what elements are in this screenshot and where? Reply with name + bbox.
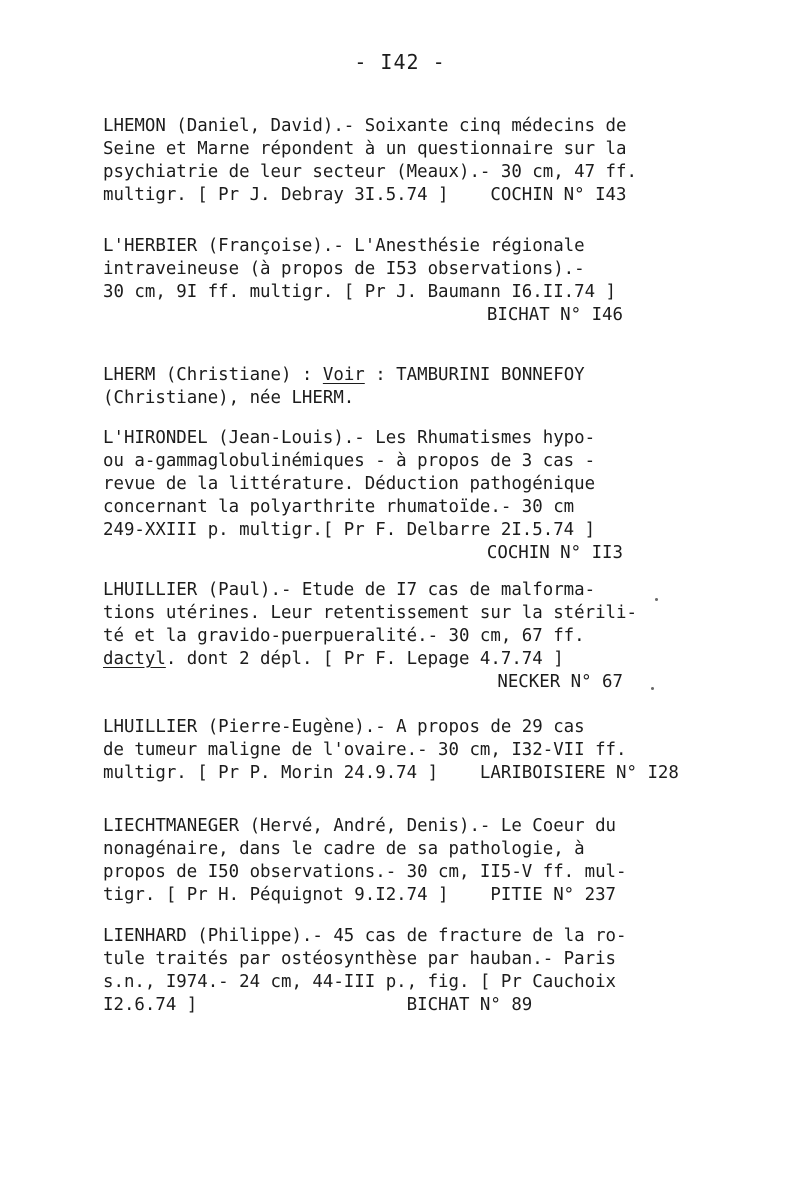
entry-line: ou a-gammaglobulinémiques - à propos de 3 cas - <box>103 451 596 471</box>
entry-text: . dont 2 dépl. [ Pr F. Lepage 4.7.74 ] <box>165 649 564 669</box>
entry-line: nonagénaire, dans le cadre de sa pathologie, à <box>103 839 585 859</box>
entry-line <box>103 648 623 671</box>
entry-line: tigr. [ Pr H. Péquignot 9.I2.74 ] PITIE N° 237 <box>103 885 617 905</box>
entry-text: : TAMBURINI BONNEFOY <box>364 365 585 385</box>
bibliography-entry-lhemon <box>103 115 637 207</box>
voir-reference: Voir <box>322 365 365 385</box>
entry-line-location: COCHIN N° II3 <box>486 543 623 563</box>
ink-speck <box>655 598 658 601</box>
entry-line: LIECHTMANEGER (Hervé, André, Denis).- Le Coeur du <box>103 816 617 836</box>
entry-line: intraveineuse (à propos de I53 observations).- <box>103 259 585 279</box>
entry-line: I2.6.74 ] BICHAT N° 89 <box>103 995 533 1015</box>
entry-line: LHEMON (Daniel, David).- Soixante cinq médecins de <box>103 116 627 136</box>
entry-line: 30 cm, 9I ff. multigr. [ Pr J. Baumann I6.II.74 ] <box>103 282 617 302</box>
entry-line: tule traités par ostéosynthèse par hauban.- Paris <box>103 949 617 969</box>
entry-line: propos de I50 observations.- 30 cm, II5-V ff. mul- <box>103 862 627 882</box>
bibliography-entry-lherbier <box>103 235 623 327</box>
entry-text: LHERM (Christiane) : <box>103 365 323 385</box>
ink-speck <box>651 687 654 690</box>
entry-line: 249-XXIII p. multigr.[ Pr F. Delbarre 2I.5.74 ] <box>103 520 596 540</box>
entry-line: (Christiane), née LHERM. <box>103 388 355 408</box>
entry-line: Seine et Marne répondent à un questionnaire sur la <box>103 139 627 159</box>
bibliography-entry-lienhard <box>103 925 627 1017</box>
entry-line-location: BICHAT N° I46 <box>486 305 623 325</box>
entry-line <box>103 364 623 387</box>
entry-line-location: NECKER N° 67 <box>497 672 623 692</box>
entry-line: L'HIRONDEL (Jean-Louis).- Les Rhumatismes hypo- <box>103 428 596 448</box>
entry-line: s.n., I974.- 24 cm, 44-III p., fig. [ Pr Cauchoix <box>103 972 617 992</box>
entry-line: concernant la polyarthrite rhumatoïde.- 30 cm <box>103 497 575 517</box>
entry-line: multigr. [ Pr P. Morin 24.9.74 ] LARIBOISIERE N° I28 <box>103 763 679 783</box>
entry-line: LHUILLIER (Paul).- Etude de I7 cas de malforma- <box>103 580 596 600</box>
bibliography-entry-lherm <box>103 364 623 410</box>
dactyl-underlined: dactyl <box>103 649 166 669</box>
bibliography-entry-liechtmaneger <box>103 815 627 907</box>
entry-line: psychiatrie de leur secteur (Meaux).- 30 cm, 47 ff. <box>103 162 637 182</box>
page-number: - I42 - <box>354 50 446 74</box>
entry-line: tions utérines. Leur retentissement sur la stérili- <box>103 603 637 623</box>
entry-line: LHUILLIER (Pierre-Eugène).- A propos de 29 cas <box>103 717 585 737</box>
entry-line: LIENHARD (Philippe).- 45 cas de fracture de la ro- <box>103 926 627 946</box>
entry-line: L'HERBIER (Françoise).- L'Anesthésie régionale <box>103 236 585 256</box>
bibliography-entry-lhirondel <box>103 427 623 565</box>
entry-line: de tumeur maligne de l'ovaire.- 30 cm, I32-VII ff. <box>103 740 627 760</box>
bibliography-entry-lhuillier-paul <box>103 579 637 694</box>
entry-line: revue de la littérature. Déduction pathogénique <box>103 474 596 494</box>
entry-line: té et la gravido-puerpueralité.- 30 cm, 67 ff. <box>103 626 585 646</box>
entry-line: multigr. [ Pr J. Debray 3I.5.74 ] COCHIN N° I43 <box>103 185 627 205</box>
bibliography-entry-lhuillier-pierre-eugene <box>103 716 679 785</box>
